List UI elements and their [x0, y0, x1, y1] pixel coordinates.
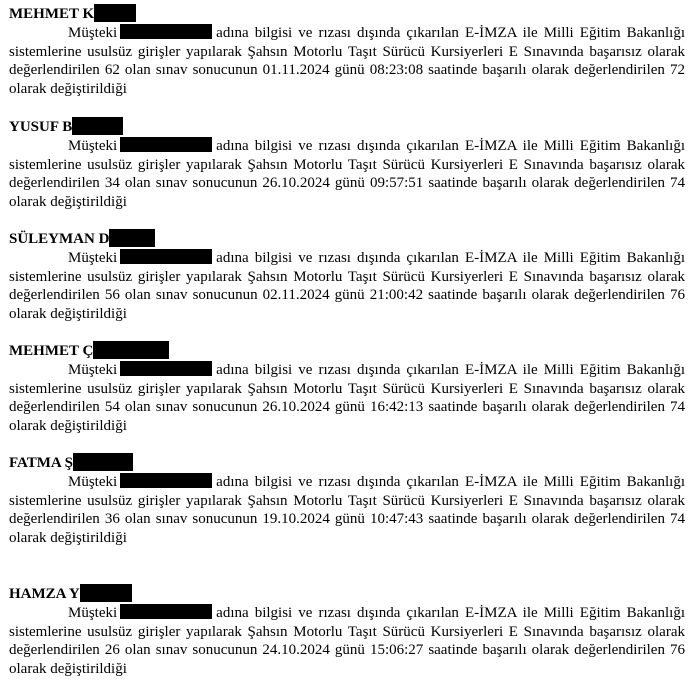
client-name-redaction — [120, 24, 212, 39]
entry — [9, 118, 685, 211]
person-name — [9, 5, 685, 24]
statement-text: adına bilgisi ve rızası dışında çıkarılan E-İMZA ile Milli Eğitim Bakanlığı sistemlerine usulsüz girişler yapılarak Şahsın Motorlu Taşıt Sürücü Kursiyerleri E Sınavında başarısız olarak değerlendirilen 26 olan sınav sonucunun 24.10.2024 günü 15:06:27 saatinde başarılı olarak değerlendirilen 76 olarak değiştirildiği — [9, 605, 685, 677]
surname-redaction — [73, 453, 133, 471]
client-label: Müşteki — [68, 250, 118, 266]
person-name-text: YUSUF B — [9, 119, 73, 135]
person-name — [9, 585, 685, 604]
client-label: Müşteki — [68, 25, 118, 41]
statement-text: adına bilgisi ve rızası dışında çıkarılan E-İMZA ile Milli Eğitim Bakanlığı sistemlerine usulsüz girişler yapılarak Şahsın Motorlu Taşıt Sürücü Kursiyerleri E Sınavında başarısız olarak değerlendirilen 62 olan sınav sonucunun 01.11.2024 günü 08:23:08 saatinde başarılı olarak değerlendirilen 72 olarak değiştirildiği — [9, 25, 685, 97]
person-name — [9, 342, 685, 361]
client-label: Müşteki — [68, 138, 118, 154]
client-label: Müşteki — [68, 474, 118, 490]
surname-redaction — [93, 341, 169, 359]
statement-paragraph — [9, 24, 685, 98]
statement-paragraph — [9, 361, 685, 435]
entry — [9, 5, 685, 98]
person-name — [9, 454, 685, 473]
person-name-text: HAMZA Y — [9, 586, 80, 602]
person-name-text: MEHMET Ç — [9, 343, 94, 359]
statement-text: adına bilgisi ve rızası dışında çıkarılan E-İMZA ile Milli Eğitim Bakanlığı sistemlerine usulsüz girişler yapılarak Şahsın Motorlu Taşıt Sürücü Kursiyerleri E Sınavında başarısız olarak değerlendirilen 34 olan sınav sonucunun 26.10.2024 günü 09:57:51 saatinde başarılı olarak değerlendirilen 74 olarak değiştirildiği — [9, 138, 685, 210]
statement-paragraph — [9, 249, 685, 323]
statement-paragraph — [9, 604, 685, 678]
client-label: Müşteki — [68, 362, 118, 378]
person-name-text: SÜLEYMAN D — [9, 231, 110, 247]
statement-paragraph — [9, 473, 685, 547]
client-name-redaction — [120, 361, 212, 376]
client-name-redaction — [120, 473, 212, 488]
surname-redaction — [94, 4, 136, 22]
client-name-redaction — [120, 249, 212, 264]
statement-paragraph — [9, 137, 685, 211]
person-name-text: FATMA Ş — [9, 455, 74, 471]
statement-text: adına bilgisi ve rızası dışında çıkarılan E-İMZA ile Milli Eğitim Bakanlığı sistemlerine usulsüz girişler yapılarak Şahsın Motorlu Taşıt Sürücü Kursiyerleri E Sınavında başarısız olarak değerlendirilen 56 olan sınav sonucunun 02.11.2024 günü 21:00:42 saatinde başarılı olarak değerlendirilen 76 olarak değiştirildiği — [9, 250, 685, 322]
statement-text: adına bilgisi ve rızası dışında çıkarılan E-İMZA ile Milli Eğitim Bakanlığı sistemlerine usulsüz girişler yapılarak Şahsın Motorlu Taşıt Sürücü Kursiyerleri E Sınavında başarısız olarak değerlendirilen 36 olan sınav sonucunun 19.10.2024 günü 10:47:43 saatinde başarılı olarak değerlendirilen 74 olarak değiştirildiği — [9, 474, 685, 546]
surname-redaction — [109, 229, 155, 247]
statement-text: adına bilgisi ve rızası dışında çıkarılan E-İMZA ile Milli Eğitim Bakanlığı sistemlerine usulsüz girişler yapılarak Şahsın Motorlu Taşıt Sürücü Kursiyerleri E Sınavında başarısız olarak değerlendirilen 54 olan sınav sonucunun 26.10.2024 günü 16:42:13 saatinde başarılı olarak değerlendirilen 74 olarak değiştirildiği — [9, 362, 685, 434]
surname-redaction — [80, 584, 132, 602]
client-name-redaction — [120, 604, 212, 619]
person-name — [9, 230, 685, 249]
person-name-text: MEHMET K — [9, 6, 95, 22]
person-name — [9, 118, 685, 137]
entry — [9, 585, 685, 678]
client-name-redaction — [120, 137, 212, 152]
entry — [9, 342, 685, 435]
entry — [9, 230, 685, 323]
client-label: Müşteki — [68, 605, 118, 621]
entry — [9, 454, 685, 547]
surname-redaction — [72, 117, 123, 135]
